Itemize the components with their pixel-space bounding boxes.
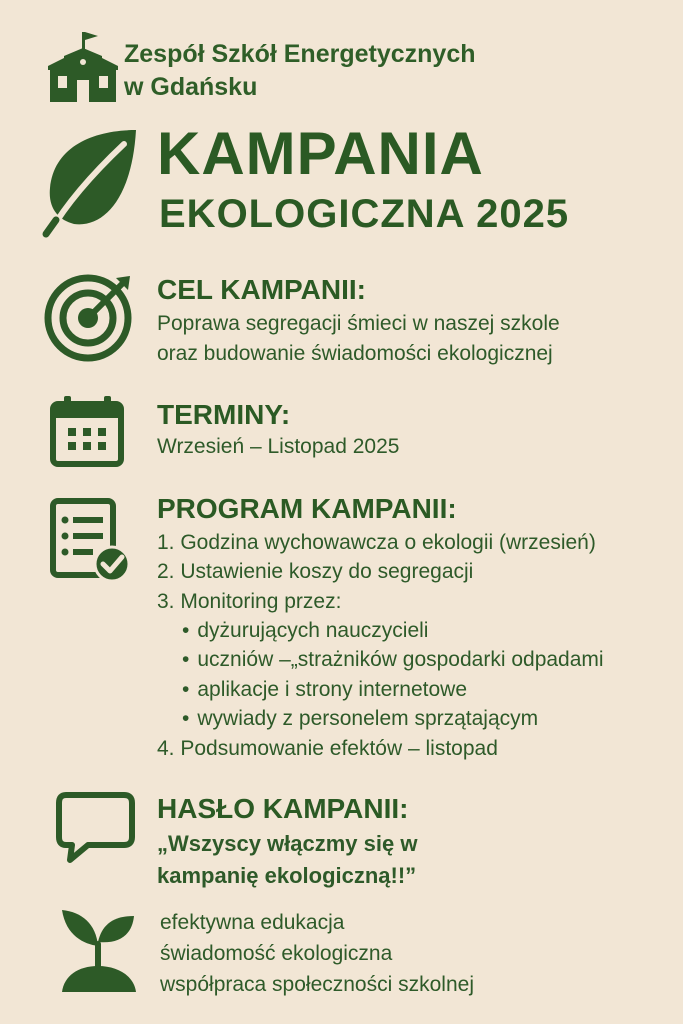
goal-heading: CEL KAMPANII: [157, 274, 366, 305]
school-name-line1: Zespół Szkół Energetycznych [124, 40, 476, 68]
target-icon [44, 272, 136, 362]
program-item-3: 3. Monitoring przez: [157, 589, 342, 613]
program-heading: PROGRAM KAMPANII: [157, 493, 457, 524]
benefit-line2: świadomość ekologiczna [160, 942, 393, 965]
leaf-icon [44, 128, 138, 236]
school-name [124, 38, 476, 104]
calendar-icon [50, 396, 126, 468]
goal-line2: oraz budowanie świadomości ekologicznej [157, 342, 553, 365]
sprout-icon [58, 904, 142, 996]
program-list [157, 528, 596, 616]
slogan-line1: „Wszyscy włączmy się w [157, 831, 418, 856]
dates-heading: TERMINY: [157, 399, 291, 430]
benefit-line3: współpraca społeczności szkolnej [160, 973, 474, 996]
program-item-1: 1. Godzina wychowawcza o ekologii (wrzesień) [157, 531, 596, 554]
monitoring-sub-item: • wywiady z personelem sprzątającym [160, 704, 604, 733]
monitoring-sublist [160, 616, 604, 733]
campaign-title-line1: KAMPANIA [157, 120, 484, 187]
school-name-line2: w Gdańsku [124, 73, 258, 101]
program-item-2: 2. Ustawienie koszy do segregacji [157, 560, 474, 584]
campaign-title-line2: EKOLOGICZNA 2025 [159, 192, 570, 236]
speech-bubble-icon [56, 792, 136, 864]
slogan-heading: HASŁO KAMPANII: [157, 793, 409, 824]
program-item-4 [157, 734, 498, 764]
monitoring-sub-item: • aplikacje i strony internetowe [160, 675, 604, 704]
checklist-icon [50, 498, 132, 582]
benefit-line1: efektywna edukacja [160, 911, 345, 934]
slogan-line2: kampanię ekologiczną!!” [157, 863, 417, 888]
program-item-4-text: 4. Podsumowanie efektów – listopad [157, 737, 498, 760]
monitoring-sub-item: • uczniów –„strażników gospodarki odpadami [160, 645, 604, 674]
dates-text: Wrzesień – Listopad 2025 [157, 435, 400, 458]
school-building-icon [44, 30, 122, 104]
goal-line1: Poprawa segregacji śmieci w naszej szkole [157, 312, 560, 335]
monitoring-sub-item: • dyżurujących nauczycieli [160, 616, 604, 645]
